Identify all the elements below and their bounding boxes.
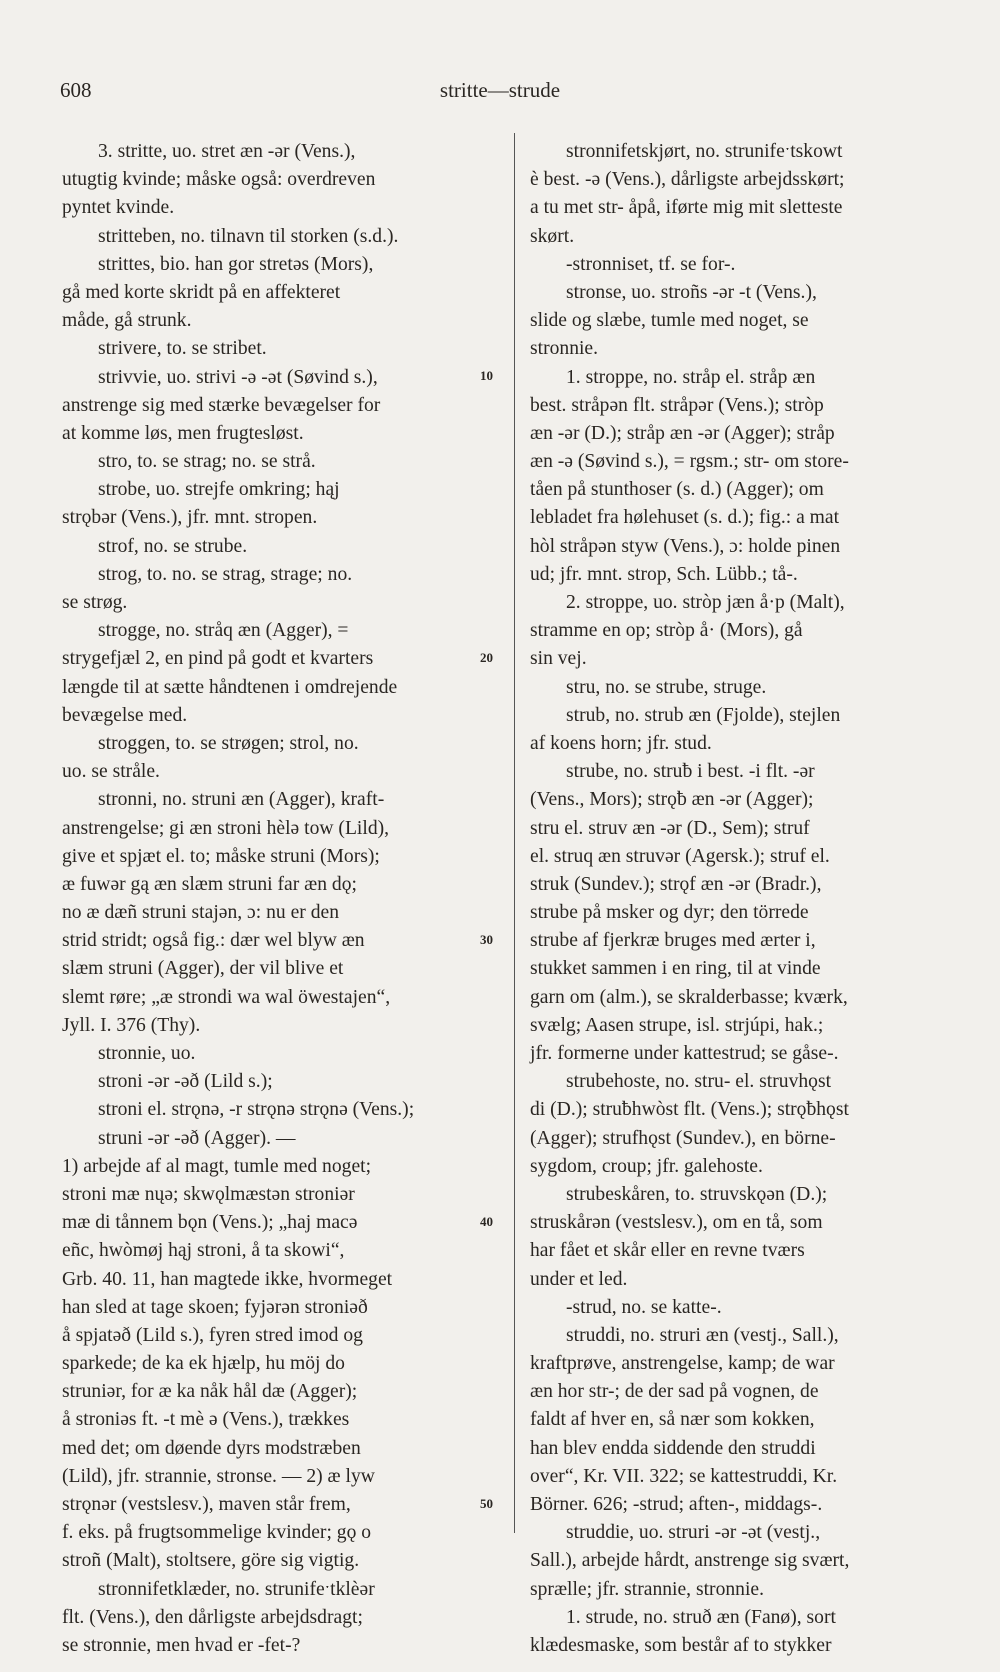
text-line: (Agger); strufhǫst (Sundev.), en börne-: [530, 1127, 836, 1149]
text-line: stroni el. strǫnə, -r strǫnə strǫnə (Vens.);: [98, 1099, 415, 1121]
text-line: 1. stroppe, no. stråp el. stråp æn: [566, 366, 816, 388]
text-line: skørt.: [530, 225, 575, 247]
text-line: stronnie, uo.: [98, 1043, 196, 1064]
text-line: -strud, no. se katte-.: [566, 1296, 722, 1318]
text-line: under et led.: [530, 1268, 628, 1290]
line-number: 20: [480, 650, 493, 665]
text-line: stro, to. se strag; no. se strå.: [98, 451, 316, 473]
text-line: strube, no. struƀ i best. -i flt. -ər: [566, 761, 815, 783]
text-line: struddie, uo. struri -ər -ət (vestj.,: [566, 1522, 821, 1544]
text-line: kraftprøve, anstrengelse, kamp; de war: [530, 1353, 835, 1375]
text-line: stroni mæ nųə; skwǫlmæstən stroniər: [62, 1183, 355, 1205]
text-line: strǫnər (vestslesv.), maven står frem,: [62, 1494, 351, 1515]
text-line: anstrengelse; gi æn stroni hèlə tow (Lild),: [62, 817, 390, 839]
text-line: anstrenge sig med stærke bevægelser for: [62, 394, 381, 416]
text-line: uo. se stråle.: [62, 761, 160, 783]
text-line: se strøg.: [62, 592, 128, 613]
text-line: faldt af hver en, så nær som kokken,: [530, 1409, 815, 1431]
text-line: strivere, to. se stribet.: [98, 338, 267, 360]
text-line: strubeskåren, to. struvskǫən (D.);: [566, 1183, 828, 1205]
text-line: stritteben, no. tilnavn til storken (s.d.).: [98, 225, 399, 247]
text-line: sprælle; jfr. strannie, stronnie.: [530, 1578, 764, 1600]
text-line: med det; om døende dyrs modstræben: [62, 1437, 361, 1459]
text-line: strygefjæl 2, en pind på godt et kvarters: [62, 648, 374, 670]
text-line: Jyll. I. 376 (Thy).: [62, 1014, 201, 1036]
text-line: bevægelse med.: [62, 704, 188, 726]
text-line: svælg; Aasen strupe, isl. strjúpi, hak.;: [530, 1014, 824, 1036]
text-line: è best. -ə (Vens.), dårligste arbejdsskørt;: [530, 169, 845, 191]
text-line: gå med korte skridt på en affekteret: [62, 281, 341, 303]
text-line: el. struq æn struvər (Agersk.); struf el.: [530, 845, 830, 867]
text-line: slide og slæbe, tumle med noget, se: [530, 310, 809, 332]
text-line: sparkede; de ka ek hjælp, hu möj do: [62, 1353, 345, 1375]
text-line: strivvie, uo. strivi -ə -ət (Søvind s.),: [98, 366, 378, 388]
text-line: stru, no. se strube, struge.: [566, 676, 767, 698]
text-line: har fået et skår eller en revne tværs: [530, 1240, 805, 1262]
text-line: strube af fjerkræ bruges med ærter i,: [530, 930, 816, 952]
text-line: sin vej.: [530, 648, 587, 670]
text-line: stronnie.: [530, 338, 599, 360]
text-line: strubehoste, no. stru- el. struvhǫst: [566, 1071, 832, 1093]
text-line: struk (Sundev.); strǫf æn -ər (Bradr.),: [530, 873, 822, 895]
running-head: stritte—strude: [439, 78, 561, 102]
text-line: 1. strude, no. struð æn (Fanø), sort: [566, 1606, 836, 1628]
text-line: hòl stråpən styw (Vens.), ɔ: holde pinen: [530, 535, 841, 557]
text-line: strog, to. no. se strag, strage; no.: [98, 563, 353, 585]
right-column: [530, 138, 955, 1660]
text-line: jfr. formerne under kattestrud; se gåse-.: [530, 1043, 839, 1064]
text-line: strittes, bio. han gor stretəs (Mors),: [98, 253, 374, 275]
text-line: stroggen, to. se strøgen; strol, no.: [98, 732, 359, 754]
text-line: -stronniset, tf. se for-.: [566, 253, 736, 275]
line-number: 30: [480, 932, 493, 947]
text-line: pyntet kvinde.: [62, 197, 175, 219]
text-line: no æ dæñ struni stajən, ɔ: nu er den: [62, 902, 339, 924]
column-divider: [514, 133, 515, 1533]
text-line: sygdom, croup; jfr. galehoste.: [530, 1155, 763, 1177]
text-line: struskårən (vestslesv.), om en tå, som: [530, 1212, 823, 1234]
text-line: slemt røre; „æ strondi wa wal öwestajen“,: [62, 986, 391, 1008]
text-line: 1) arbejde af al magt, tumle med noget;: [62, 1155, 372, 1177]
text-line: eñc, hwòmøj hąj stroni, å ta skowi“,: [62, 1240, 345, 1262]
text-line: æn hor str-; de der sad på vognen, de: [530, 1381, 819, 1403]
text-line: Börner. 626; -strud; aften-, middags-.: [530, 1494, 823, 1515]
text-line: 3. stritte, uo. stret æn -ər (Vens.),: [98, 141, 356, 162]
text-line: måde, gå strunk.: [62, 310, 192, 332]
text-line: han blev endda siddende den struddi: [530, 1437, 816, 1459]
text-line: å stroniəs ft. -t mè ə (Vens.), trækkes: [62, 1409, 350, 1431]
text-line: æ fuwər gą æn slæm struni far æn dǫ;: [62, 873, 357, 895]
text-line: di (D.); struƀhwòst flt. (Vens.); strǫƀhǫst: [530, 1099, 849, 1121]
text-line: å spjatəð (Lild s.), fyren stred imod og: [62, 1324, 363, 1346]
text-line: (Vens., Mors); strǫƀ æn -ər (Agger);: [530, 789, 814, 811]
text-line: Grb. 40. 11, han magtede ikke, hvormeget: [62, 1268, 393, 1290]
text-line: æn -ər (D.); stråp æn -ər (Agger); stråp: [530, 422, 835, 444]
text-line: strǫbər (Vens.), jfr. mnt. stropen.: [62, 507, 318, 529]
text-line: flt. (Vens.), den dårligste arbejdsdragt;: [62, 1606, 363, 1628]
page-number: 608: [60, 78, 92, 102]
text-line: stronni, no. struni æn (Agger), kraft-: [98, 789, 385, 811]
text-line: Sall.), arbejde hårdt, anstrenge sig svært,: [530, 1550, 850, 1572]
text-line: lebladet fra hølehuset (s. d.); fig.: a mat: [530, 507, 840, 529]
text-line: slæm struni (Agger), der vil blive et: [62, 958, 344, 980]
text-line: (Lild), jfr. strannie, stronse. — 2) æ lyw: [62, 1465, 375, 1487]
text-line: stroni -ər -əð (Lild s.);: [98, 1071, 273, 1093]
text-line: stronse, uo. stroñs -ər -t (Vens.),: [566, 281, 817, 303]
text-line: mæ di tånnem bǫn (Vens.); „haj macə: [62, 1212, 358, 1234]
text-line: længde til at sætte håndtenen i omdrejende: [62, 676, 398, 698]
text-line: utugtig kvinde; måske også: overdreven: [62, 169, 376, 191]
text-line: best. stråpən flt. stråpər (Vens.); stròp: [530, 394, 824, 416]
text-line: han sled at tage skoen; fyjərən stroniəð: [62, 1296, 368, 1318]
text-line: give et spjæt el. to; måske struni (Mors);: [62, 845, 380, 867]
text-line: stroñ (Malt), stoltsere, göre sig vigtig.: [62, 1550, 360, 1572]
text-line: over“, Kr. VII. 322; se kattestruddi, Kr.: [530, 1465, 838, 1487]
text-line: strid stridt; også fig.: dær wel blyw æn: [62, 930, 365, 952]
line-number: 40: [480, 1214, 493, 1229]
text-line: stronnifetklæder, no. strunifeˑtklèər: [98, 1578, 375, 1600]
line-number: 50: [480, 1496, 493, 1511]
text-line: struddi, no. struri æn (vestj., Sall.),: [566, 1324, 839, 1346]
text-line: stukket sammen i en ring, til at vinde: [530, 958, 821, 980]
text-line: strof, no. se strube.: [98, 535, 248, 557]
text-line: a tu met str- åpå, iførte mig mit sletteste: [530, 197, 843, 219]
text-line: struni -ər -əð (Agger). —: [98, 1127, 296, 1149]
text-line: 2. stroppe, uo. stròp jæn å·p (Malt),: [566, 592, 845, 613]
text-line: tåen på stunthoser (s. d.) (Agger); om: [530, 479, 824, 501]
text-line: at komme løs, men frugtesløst.: [62, 422, 304, 444]
page-header: [60, 78, 940, 108]
text-line: strub, no. strub æn (Fjolde), stejlen: [566, 704, 841, 726]
text-line: stramme en op; stròp å· (Mors), gå: [530, 620, 803, 642]
text-line: stru el. struv æn -ər (D., Sem); struf: [530, 817, 810, 839]
text-line: strogge, no. stråq æn (Agger), =: [98, 620, 349, 642]
text-line: f. eks. på frugtsommelige kvinder; gǫ o: [62, 1522, 372, 1544]
left-column: [62, 138, 502, 1660]
text-line: ud; jfr. mnt. strop, Sch. Lübb.; tå-.: [530, 563, 798, 585]
text-line: se stronnie, men hvad er -fet-?: [62, 1634, 301, 1656]
text-line: garn om (alm.), se skralderbasse; kværk,: [530, 986, 848, 1008]
line-number: 10: [480, 368, 493, 383]
text-line: æn -ə (Søvind s.), = rgsm.; str- om store-: [530, 451, 849, 473]
text-line: af koens horn; jfr. stud.: [530, 732, 712, 754]
text-line: klædesmaske, som består af to stykker: [530, 1634, 832, 1656]
text-line: strube på msker og dyr; den törrede: [530, 902, 809, 924]
text-line: strobe, uo. strejfe omkring; hąj: [98, 479, 340, 501]
text-line: struniər, for æ ka nåk hål dæ (Agger);: [62, 1381, 358, 1403]
text-line: stronnifetskjørt, no. strunifeˑtskowt: [566, 141, 843, 162]
